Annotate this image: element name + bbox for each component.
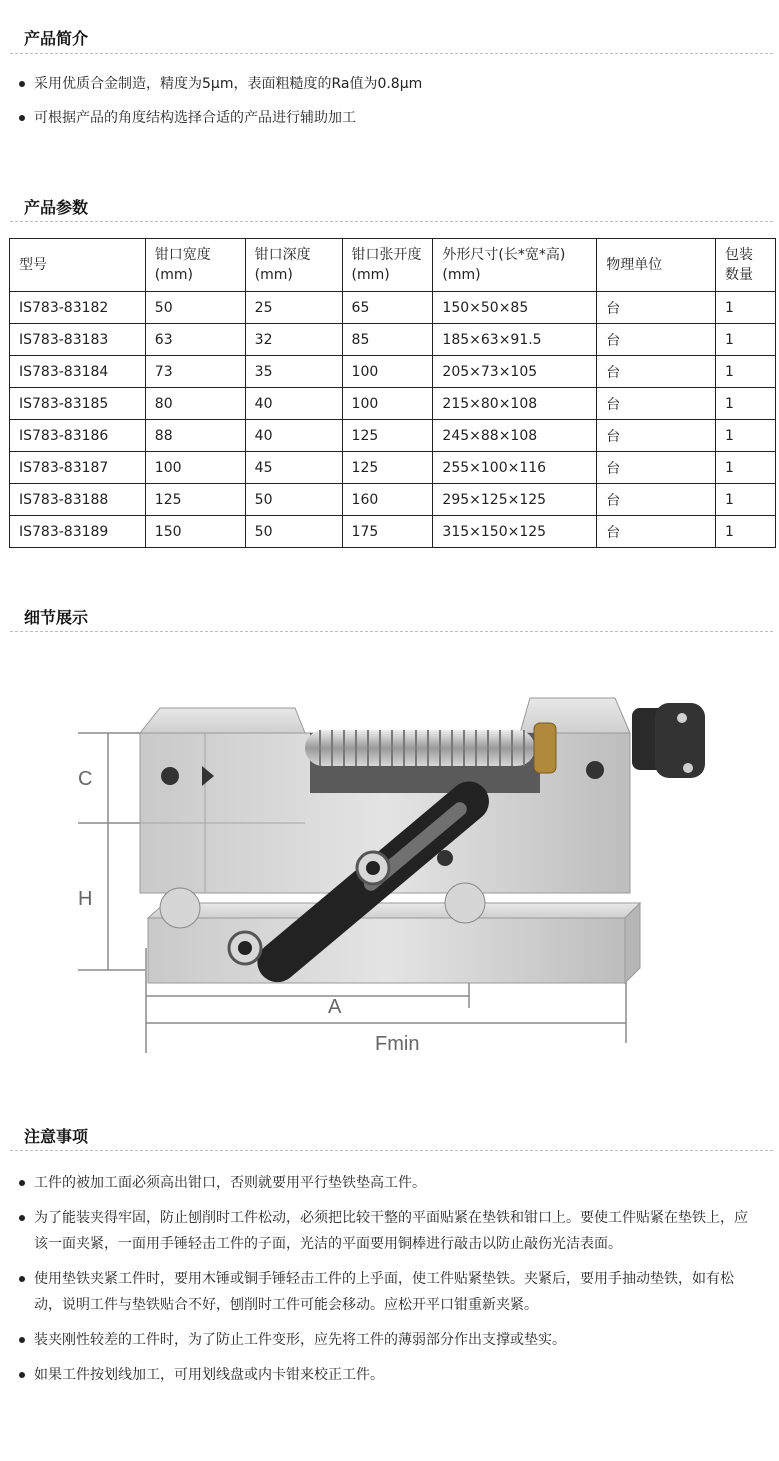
- header-model: 型号: [10, 239, 146, 292]
- dimension-label-c: C: [78, 768, 93, 790]
- table-row: [10, 516, 776, 548]
- table-cell: 35: [245, 356, 342, 388]
- table-cell: 1: [716, 388, 776, 420]
- table-cell: 125: [342, 420, 433, 452]
- table-cell: 295×125×125: [433, 484, 597, 516]
- table-row: [10, 452, 776, 484]
- table-cell: 80: [145, 388, 245, 420]
- table-cell: 125: [342, 452, 433, 484]
- intro-divider: [10, 53, 773, 54]
- table-cell: 台: [597, 420, 716, 452]
- vise-product-image: [70, 678, 710, 1073]
- table-cell: 台: [597, 452, 716, 484]
- table-cell: 215×80×108: [433, 388, 597, 420]
- list-item: 使用垫铁夹紧工件时，要用木锤或铜手锤轻击工件的上乎面，使工件贴紧垫铁。夹紧后，要用手抽动垫铁，如有松动，说明工件与垫铁贴合不好，刨削时工件可能会移动。应松开平口钳重新夹紧。: [16, 1266, 761, 1318]
- table-cell: 73: [145, 356, 245, 388]
- table-cell: 150×50×85: [433, 292, 597, 324]
- table-cell: 65: [342, 292, 433, 324]
- table-cell: IS783-83187: [10, 452, 146, 484]
- table-cell: 1: [716, 356, 776, 388]
- table-cell: 160: [342, 484, 433, 516]
- table-cell: 1: [716, 484, 776, 516]
- notes-divider: [10, 1150, 773, 1151]
- details-title: 细节展示: [24, 608, 89, 627]
- table-cell: 台: [597, 324, 716, 356]
- table-cell: 40: [245, 388, 342, 420]
- table-row: [10, 324, 776, 356]
- table-cell: 85: [342, 324, 433, 356]
- table-cell: 245×88×108: [433, 420, 597, 452]
- table-cell: 台: [597, 292, 716, 324]
- params-divider: [10, 221, 773, 222]
- table-cell: 50: [245, 484, 342, 516]
- intro-list: [16, 71, 422, 131]
- table-cell: 32: [245, 324, 342, 356]
- table-header-row: [10, 239, 776, 292]
- dimension-label-a: A: [328, 996, 342, 1018]
- list-item: 可根据产品的角度结构选择合适的产品进行辅助加工: [16, 105, 422, 131]
- table-cell: 88: [145, 420, 245, 452]
- table-cell: 100: [342, 388, 433, 420]
- list-item: 采用优质合金制造，精度为5μm，表面粗糙度的Ra值为0.8μm: [16, 71, 422, 97]
- table-cell: IS783-83182: [10, 292, 146, 324]
- table-cell: 100: [342, 356, 433, 388]
- table-cell: IS783-83184: [10, 356, 146, 388]
- list-item: 装夹刚性较差的工件时，为了防止工件变形，应先将工件的薄弱部分作出支撑或垫实。: [16, 1327, 761, 1353]
- notes-title: 注意事项: [24, 1127, 89, 1146]
- params-title: 产品参数: [24, 198, 89, 217]
- header-jaw-opening: 钳口张开度(mm): [342, 239, 433, 292]
- table-row: [10, 420, 776, 452]
- table-row: [10, 292, 776, 324]
- table-cell: IS783-83189: [10, 516, 146, 548]
- table-cell: 63: [145, 324, 245, 356]
- dimension-label-fmin: Fmin: [375, 1033, 420, 1055]
- table-cell: 1: [716, 292, 776, 324]
- table-cell: 40: [245, 420, 342, 452]
- table-cell: 台: [597, 388, 716, 420]
- intro-title: 产品简介: [24, 29, 89, 48]
- table-cell: 255×100×116: [433, 452, 597, 484]
- table-cell: 45: [245, 452, 342, 484]
- table-cell: 175: [342, 516, 433, 548]
- details-divider: [10, 631, 773, 632]
- table-cell: 1: [716, 452, 776, 484]
- table-cell: 台: [597, 516, 716, 548]
- header-dimensions: 外形尺寸(长*宽*高)(mm): [433, 239, 597, 292]
- dimension-label-h: H: [78, 888, 93, 910]
- table-cell: 315×150×125: [433, 516, 597, 548]
- params-table: [9, 238, 776, 548]
- header-qty: 包装数量: [716, 239, 776, 292]
- table-cell: IS783-83183: [10, 324, 146, 356]
- table-cell: IS783-83185: [10, 388, 146, 420]
- table-cell: 185×63×91.5: [433, 324, 597, 356]
- table-cell: 台: [597, 484, 716, 516]
- table-cell: 1: [716, 324, 776, 356]
- list-item: 工件的被加工面必须高出钳口，否则就要用平行垫铁垫高工件。: [16, 1170, 761, 1196]
- table-cell: 1: [716, 516, 776, 548]
- table-cell: 1: [716, 420, 776, 452]
- table-cell: 150: [145, 516, 245, 548]
- list-item: 为了能装夹得牢固，防止刨削时工件松动，必须把比较干整的平面贴紧在垫铁和钳口上。要使工件贴紧在垫铁上，应该一面夹紧，一面用手锤轻击工件的子面，光洁的平面要用铜棒进行敲击以防止敲伤光洁表面。: [16, 1205, 761, 1257]
- table-cell: 100: [145, 452, 245, 484]
- table-row: [10, 356, 776, 388]
- table-cell: 25: [245, 292, 342, 324]
- table-row: [10, 484, 776, 516]
- header-unit: 物理单位: [597, 239, 716, 292]
- table-cell: IS783-83188: [10, 484, 146, 516]
- table-row: [10, 388, 776, 420]
- list-item: 如果工件按划线加工，可用划线盘或内卡钳来校正工件。: [16, 1362, 761, 1388]
- table-cell: 台: [597, 356, 716, 388]
- table-cell: 50: [145, 292, 245, 324]
- header-jaw-width: 钳口宽度(mm): [145, 239, 245, 292]
- notes-list: [16, 1170, 761, 1397]
- header-jaw-depth: 钳口深度(mm): [245, 239, 342, 292]
- table-cell: IS783-83186: [10, 420, 146, 452]
- table-cell: 125: [145, 484, 245, 516]
- table-cell: 50: [245, 516, 342, 548]
- table-cell: 205×73×105: [433, 356, 597, 388]
